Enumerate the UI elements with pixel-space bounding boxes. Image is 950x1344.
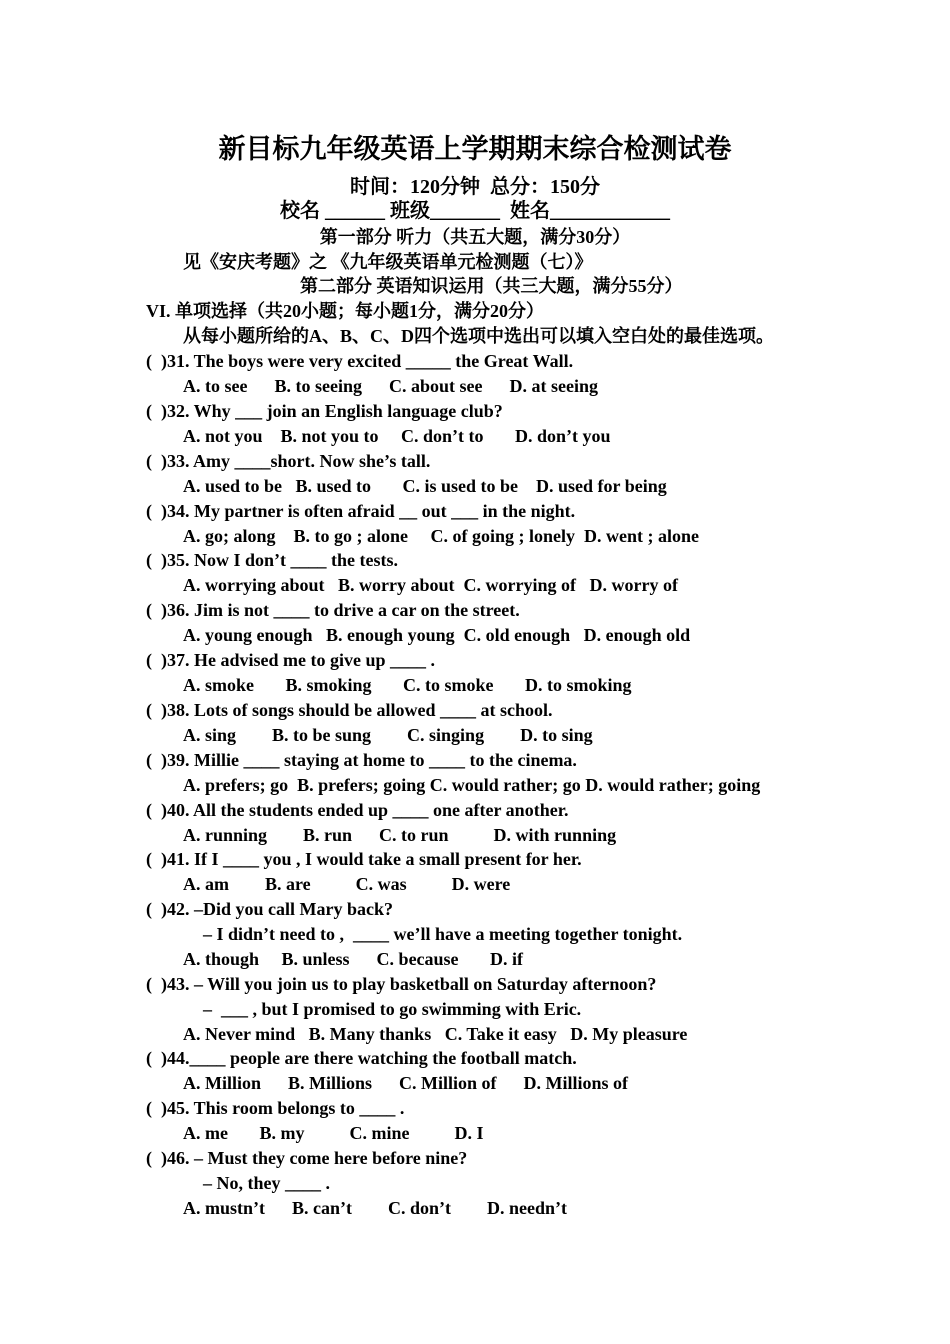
- exam-title: 新目标九年级英语上学期期末综合检测试卷: [218, 134, 732, 164]
- question-stem: ( )32. Why ___ join an English language club?: [146, 401, 503, 421]
- question-stem: ( )45. This room belongs to ____ .: [146, 1098, 405, 1118]
- question-options: A. am B. are C. was D. were: [183, 874, 511, 894]
- question-stem: ( )40. All the students ended up ____ one after another.: [146, 800, 569, 820]
- question-options: A. mustn’t B. can’t C. don’t D. needn’t: [183, 1198, 568, 1218]
- question-stem: ( )38. Lots of songs should be allowed ____ at school.: [146, 700, 553, 720]
- question-dialogue: – I didn’t need to , ____ we’ll have a meeting together tonight.: [203, 924, 683, 944]
- section-instruction: 从每小题所给的A、B、C、D四个选项中选出可以填入空白处的最佳选项。: [183, 326, 774, 346]
- question-options: A. worrying about B. worry about C. worrying of D. worry of: [183, 575, 678, 595]
- question-stem: ( )34. My partner is often afraid __ out ___ in the night.: [146, 501, 576, 521]
- question-stem: ( )33. Amy ____short. Now she’s tall.: [146, 451, 431, 471]
- part1-heading: 第一部分 听力（共五大题，满分30分）: [319, 227, 631, 247]
- student-info-line: 校名 ______ 班级_______ 姓名____________: [280, 200, 670, 222]
- question-options: A. go; along B. to go ; alone C. of going ; lonely D. went ; alone: [183, 526, 699, 546]
- question-stem: ( )41. If I ____ you , I would take a small present for her.: [146, 849, 582, 869]
- question-dialogue: – No, they ____ .: [203, 1173, 330, 1193]
- question-options: A. used to be B. used to C. is used to be D. used for being: [183, 476, 667, 496]
- question-stem: ( )37. He advised me to give up ____ .: [146, 650, 435, 670]
- question-stem: ( )39. Millie ____ staying at home to ____ to the cinema.: [146, 750, 577, 770]
- time-score-line: 时间：120分钟 总分：150分: [350, 176, 600, 198]
- question-dialogue: – ___ , but I promised to go swimming with Eric.: [203, 999, 582, 1019]
- part1-reference: 见《安庆考题》之 《九年级英语单元检测题（七）》: [183, 252, 593, 272]
- question-options: A. me B. my C. mine D. I: [183, 1123, 484, 1143]
- question-options: A. to see B. to seeing C. about see D. at seeing: [183, 376, 598, 396]
- question-options: A. though B. unless C. because D. if: [183, 949, 524, 969]
- question-options: A. sing B. to be sung C. singing D. to sing: [183, 725, 593, 745]
- section-heading: VI. 单项选择（共20小题；每小题1分，满分20分）: [146, 301, 545, 321]
- question-options: A. prefers; go B. prefers; going C. would rather; go D. would rather; going: [183, 775, 761, 795]
- question-stem: ( )31. The boys were very excited _____ the Great Wall.: [146, 351, 574, 371]
- question-options: A. Million B. Millions C. Million of D. Millions of: [183, 1073, 629, 1093]
- question-stem: ( )44.____ people are there watching the football match.: [146, 1048, 577, 1068]
- question-options: A. running B. run C. to run D. with running: [183, 825, 617, 845]
- question-options: A. young enough B. enough young C. old enough D. enough old: [183, 625, 691, 645]
- question-stem: ( )42. –Did you call Mary back?: [146, 899, 393, 919]
- question-stem: ( )43. – Will you join us to play basketball on Saturday afternoon?: [146, 974, 657, 994]
- question-options: A. Never mind B. Many thanks C. Take it easy D. My pleasure: [183, 1024, 688, 1044]
- question-stem: ( )46. – Must they come here before nine?: [146, 1148, 468, 1168]
- question-stem: ( )36. Jim is not ____ to drive a car on the street.: [146, 600, 520, 620]
- question-options: A. smoke B. smoking C. to smoke D. to smoking: [183, 675, 632, 695]
- question-stem: ( )35. Now I don’t ____ the tests.: [146, 550, 398, 570]
- question-options: A. not you B. not you to C. don’t to D. don’t you: [183, 426, 611, 446]
- part2-heading: 第二部分 英语知识运用（共三大题，满分55分）: [300, 276, 683, 296]
